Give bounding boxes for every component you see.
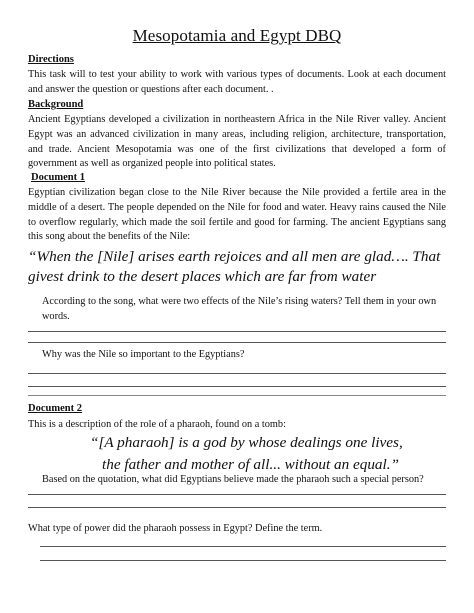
document1-text: Egyptian civilization began close to the Nile River because the Nile provided a fertile area in the middle of a desert. The people depended on the Nile for food and water. Heavy rains caused the Nile to overflow regularly, which made the soil fertile and good for farming. The ancient Egyptians sang this song about the benefits of the Nile: bbox=[28, 187, 446, 243]
answer-line[interactable] bbox=[28, 507, 446, 508]
answer-line[interactable] bbox=[28, 331, 446, 332]
directions-heading: Directions bbox=[28, 54, 74, 65]
document2-heading: Document 2 bbox=[28, 403, 82, 414]
answer-line[interactable] bbox=[40, 560, 446, 561]
page-title: Mesopotamia and Egypt DBQ bbox=[132, 26, 342, 45]
document1-heading: Document 1 bbox=[31, 172, 85, 183]
document2-quote-line2: the father and mother of all... without an equal.” bbox=[102, 456, 399, 473]
document2-question2: What type of power did the pharaoh possess in Egypt? Define the term. bbox=[28, 523, 323, 534]
document1-question1: According to the song, what were two effects of the Nile’s rising waters? Tell them in your own words. bbox=[42, 296, 437, 322]
document2-quote-line1: “[A pharaoh] is a god by whose dealings one lives, bbox=[90, 434, 403, 451]
answer-line[interactable] bbox=[40, 546, 446, 547]
answer-line[interactable] bbox=[28, 494, 446, 495]
answer-line[interactable] bbox=[28, 373, 446, 374]
section-divider bbox=[28, 395, 446, 396]
document1-quote: “When the [Nile] arises earth rejoices and all men are glad…. That givest drink to the desert places which are far from water bbox=[28, 248, 441, 285]
answer-line[interactable] bbox=[28, 342, 446, 343]
document2-question1: Based on the quotation, what did Egyptians believe made the pharaoh such a special person? bbox=[42, 474, 424, 485]
background-heading: Background bbox=[28, 99, 84, 110]
document2-intro: This is a description of the role of a pharaoh, found on a tomb: bbox=[28, 419, 286, 430]
answer-line[interactable] bbox=[28, 386, 446, 387]
directions-text: This task will to test your ability to work with various types of documents. Look at each document and answer the question or questions after each document. . bbox=[28, 69, 446, 95]
document1-question2: Why was the Nile so important to the Egyptians? bbox=[42, 349, 245, 360]
background-text: Ancient Egyptians developed a civilization in northeastern Africa in the Nile River valley. Ancient Egypt was an advanced civilization in many areas, including religion, architecture, transportation, and trade. Ancient Mesopotamia was one of the first civilizations that developed a form of government as well as organized people into political states. bbox=[28, 114, 446, 170]
